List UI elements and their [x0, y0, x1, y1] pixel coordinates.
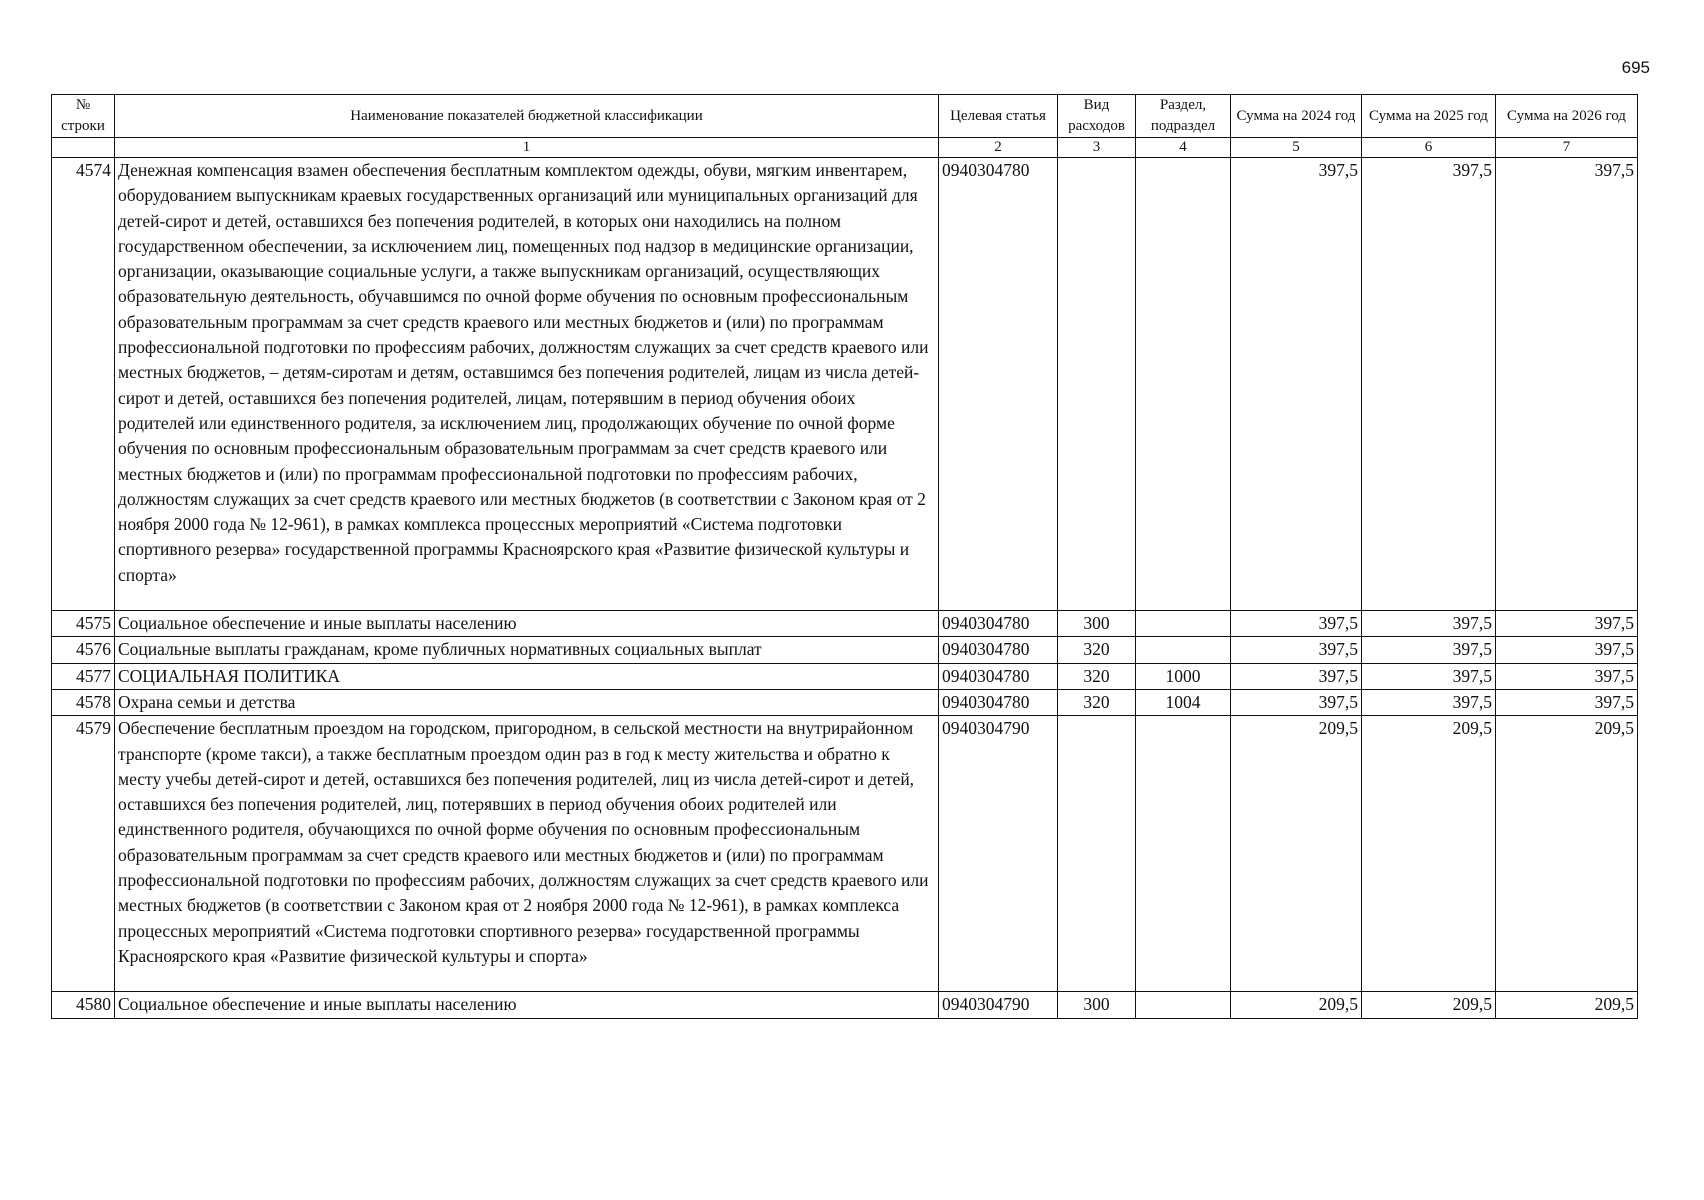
row-section — [1136, 716, 1231, 992]
column-number: 3 — [1058, 138, 1136, 158]
row-number: 4577 — [52, 663, 115, 689]
row-sum-2025: 397,5 — [1362, 663, 1496, 689]
column-number: 1 — [115, 138, 939, 158]
table-row — [52, 716, 1638, 992]
row-target: 0940304780 — [939, 689, 1058, 715]
column-number — [52, 138, 115, 158]
column-numbers-row — [52, 138, 1638, 158]
row-name — [115, 716, 939, 992]
row-name: Охрана семьи и детства — [115, 689, 939, 715]
row-section: 1000 — [1136, 663, 1231, 689]
page-number: 695 — [1621, 58, 1650, 77]
header-sum-2024: Сумма на 2024 год — [1231, 95, 1362, 138]
row-exp-type: 300 — [1058, 992, 1136, 1018]
row-sum-2025: 397,5 — [1362, 637, 1496, 663]
row-sum-2024: 397,5 — [1231, 637, 1362, 663]
row-target: 0940304780 — [939, 663, 1058, 689]
row-name-text: Денежная компенсация взамен обеспечения бесплатным комплектом одежды, обуви, мягким инвентарем, оборудованием выпускникам краевых государственных организаций или муниципальных организаций для детей-сирот и детей, оставшихся без попечения родителей, в которых они находились на полном государственном обеспечении, за исключением лиц, помещенных под надзор в медицинские организации, организации, оказывающие социальные услуги, а также выпускникам организаций, осуществляющих образовательную деятельность, обучавшимся по очной форме обучения по основным профессиональным образовательным программам за счет средств краевого или местных бюджетов и (или) по программам профессиональной подготовки по профессиям рабочих, должностям служащих за счет средств краевого или местных бюджетов, – детям-сиротам и детям, оставшимся без попечения родителей, лицам из числа детей-сирот и детей, оставшихся без попечения родителей, лицам, потерявшим в период обучения обоих родителей или единственного родителя, за исключением лиц, продолжающих обучение по очной форме обучения по основным профессиональным образовательным программам за счет средств краевого или местных бюджетов и (или) по программам профессиональной подготовки по профессиям рабочих, должностям служащих за счет средств краевого или местных бюджетов (в соответствии с Законом края от 2 ноября 2000 года № 12-961), в рамках комплекса процессных мероприятий «Система подготовки спортивного резерва» государственной программы Красноярского края «Развитие физической культуры и спорта» — [118, 160, 929, 585]
row-sum-2025: 397,5 — [1362, 158, 1496, 611]
row-target: 0940304780 — [939, 637, 1058, 663]
row-target: 0940304780 — [939, 158, 1058, 611]
row-sum-2025: 209,5 — [1362, 992, 1496, 1018]
row-exp-type: 320 — [1058, 663, 1136, 689]
row-target: 0940304790 — [939, 716, 1058, 992]
table-row — [52, 992, 1638, 1018]
row-sum-2024: 397,5 — [1231, 663, 1362, 689]
header-row-no: № строки — [52, 95, 115, 138]
row-exp-type: 320 — [1058, 689, 1136, 715]
row-exp-type: 300 — [1058, 611, 1136, 637]
header-name: Наименование показателей бюджетной классификации — [115, 95, 939, 138]
row-number: 4576 — [52, 637, 115, 663]
row-section — [1136, 611, 1231, 637]
row-number: 4580 — [52, 992, 115, 1018]
row-sum-2024: 397,5 — [1231, 158, 1362, 611]
table-row — [52, 611, 1638, 637]
header-target: Целевая статья — [939, 95, 1058, 138]
row-target: 0940304780 — [939, 611, 1058, 637]
header-sum-2025: Сумма на 2025 год — [1362, 95, 1496, 138]
table-row — [52, 158, 1638, 611]
row-name: СОЦИАЛЬНАЯ ПОЛИТИКА — [115, 663, 939, 689]
row-sum-2025: 397,5 — [1362, 689, 1496, 715]
header-sum-2026: Сумма на 2026 год — [1496, 95, 1638, 138]
row-target: 0940304790 — [939, 992, 1058, 1018]
row-sum-2025: 397,5 — [1362, 611, 1496, 637]
row-sum-2026: 209,5 — [1496, 992, 1638, 1018]
table-row — [52, 663, 1638, 689]
budget-table — [51, 94, 1638, 1019]
table-row — [52, 637, 1638, 663]
header-exp-type: Вид расходов — [1058, 95, 1136, 138]
header-section: Раздел, подраздел — [1136, 95, 1231, 138]
row-number: 4574 — [52, 158, 115, 611]
row-name: Социальное обеспечение и иные выплаты населению — [115, 611, 939, 637]
column-number: 5 — [1231, 138, 1362, 158]
table-row — [52, 689, 1638, 715]
row-name: Социальные выплаты гражданам, кроме публичных нормативных социальных выплат — [115, 637, 939, 663]
row-number: 4579 — [52, 716, 115, 992]
row-section — [1136, 637, 1231, 663]
column-number: 4 — [1136, 138, 1231, 158]
row-name-text: Обеспечение бесплатным проездом на городском, пригородном, в сельской местности на внутрирайонном транспорте (кроме такси), а также бесплатным проездом один раз в год к месту жительства и обратно к месту учебы детей-сирот и детей, оставшихся без попечения родителей, лиц из числа детей-сирот и детей, оставшихся без попечения родителей, лиц, потерявших в период обучения обоих родителей или единственного родителя, обучающихся по очной форме обучения по основным профессиональным образовательным программам за счет средств краевого или местных бюджетов и (или) по программам профессиональной подготовки по профессиям рабочих, должностям служащих за счет средств краевого или местных бюджетов (в соответствии с Законом края от 2 ноября 2000 года № 12-961), в рамках комплекса процессных мероприятий «Система подготовки спортивного резерва» государственной программы Красноярского края «Развитие физической культуры и спорта» — [118, 718, 929, 966]
row-sum-2026: 209,5 — [1496, 716, 1638, 992]
row-sum-2026: 397,5 — [1496, 689, 1638, 715]
row-name: Социальное обеспечение и иные выплаты населению — [115, 992, 939, 1018]
row-sum-2026: 397,5 — [1496, 637, 1638, 663]
row-sum-2024: 397,5 — [1231, 611, 1362, 637]
row-section — [1136, 992, 1231, 1018]
column-number: 7 — [1496, 138, 1638, 158]
row-exp-type — [1058, 158, 1136, 611]
header-row — [52, 95, 1638, 138]
row-sum-2024: 209,5 — [1231, 716, 1362, 992]
row-name — [115, 158, 939, 611]
row-exp-type: 320 — [1058, 637, 1136, 663]
row-number: 4578 — [52, 689, 115, 715]
row-section: 1004 — [1136, 689, 1231, 715]
column-number: 6 — [1362, 138, 1496, 158]
row-number: 4575 — [52, 611, 115, 637]
row-sum-2026: 397,5 — [1496, 663, 1638, 689]
row-exp-type — [1058, 716, 1136, 992]
row-section — [1136, 158, 1231, 611]
row-sum-2025: 209,5 — [1362, 716, 1496, 992]
row-sum-2024: 209,5 — [1231, 992, 1362, 1018]
row-sum-2026: 397,5 — [1496, 158, 1638, 611]
row-sum-2024: 397,5 — [1231, 689, 1362, 715]
column-number: 2 — [939, 138, 1058, 158]
row-sum-2026: 397,5 — [1496, 611, 1638, 637]
